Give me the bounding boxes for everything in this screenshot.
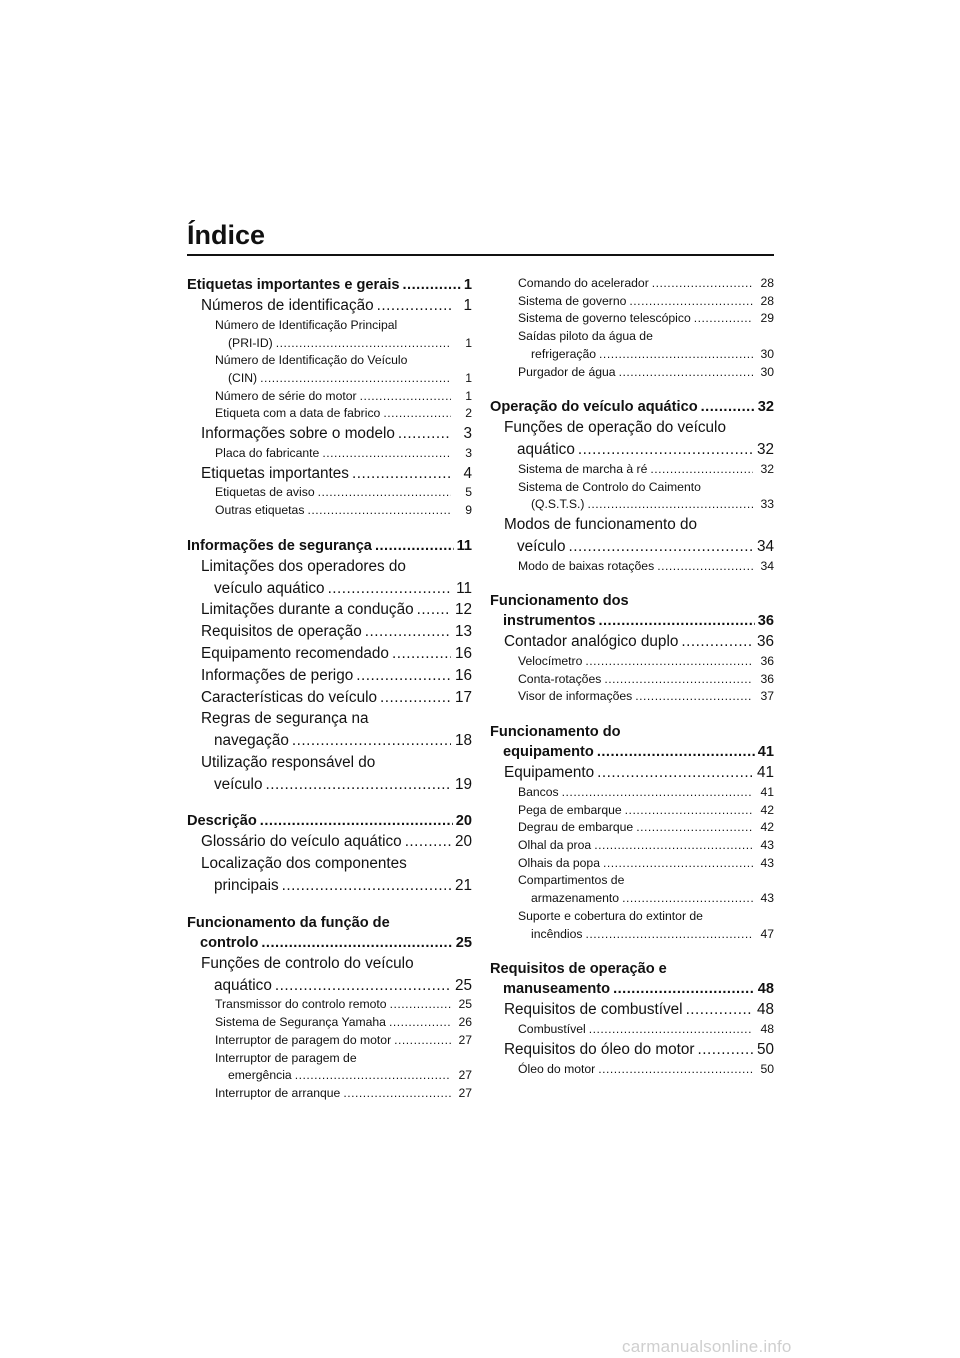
toc-page-number: 25 [455,934,472,951]
toc-page-number: 28 [760,276,774,290]
toc-entry-title: manuseamento [503,981,611,998]
toc-entry-title: veículo [517,537,566,555]
toc-entry-title: Funções de controlo do veículo [201,954,414,972]
toc-page-number: 25 [458,997,472,1012]
toc-entry-title: Velocímetro [518,654,583,669]
toc-entry[interactable] [504,417,774,461]
toc-entry-title: controlo [200,934,259,951]
toc-entry-title: Interruptor de arranque [215,1085,341,1100]
toc-entry-title: Sistema de marcha à ré [518,461,648,476]
toc-entry[interactable] [490,397,774,417]
toc-entry-title: emergência [228,1068,292,1083]
toc-entry-title: Número de série do motor [215,388,357,403]
toc-entry[interactable] [215,317,472,352]
toc-entry[interactable] [518,1061,774,1079]
toc-entry-title: Bancos [518,784,559,799]
toc-page-number: 12 [454,601,472,619]
toc-entry-title: Sistema de Segurança Yamaha [215,1015,386,1030]
toc-entry[interactable] [518,310,774,328]
toc-entry[interactable] [518,837,774,855]
toc-entry-title: Transmissor do controlo remoto [215,997,387,1012]
toc-entry[interactable] [518,1021,774,1039]
dot-leader [295,1067,451,1085]
dot-leader [377,295,451,317]
toc-entry-title: Placa do fabricante [215,445,320,460]
toc-entry[interactable] [504,999,774,1021]
toc-entry-title: Funcionamento do [490,724,621,741]
toc-entry[interactable] [201,423,472,445]
toc-entry-title: armazenamento [531,891,620,906]
dot-leader [328,578,451,600]
toc-entry[interactable] [518,364,774,382]
toc-page-number: 1 [465,370,472,385]
toc-page-number: 17 [454,688,472,706]
toc-page-number: 34 [760,558,774,573]
dot-leader [629,293,753,311]
toc-entry-title: principais [214,877,279,895]
toc-page-number: 3 [465,445,472,460]
toc-entry-title: Regras de segurança na [201,710,369,728]
toc-entry-title: Outras etiquetas [215,503,305,518]
dot-leader [652,275,753,293]
toc-entry-title: Localização dos componentes [201,855,407,873]
dot-leader [403,275,461,295]
toc-page-number: 50 [756,1040,774,1058]
toc-entry[interactable] [215,388,472,406]
toc-entry-title: Funções de operação do veículo [504,419,726,437]
toc-entry-title: Compartimentos de [518,873,625,888]
toc-page-number: 1 [463,277,472,293]
toc-entry[interactable] [201,831,472,853]
dot-leader [383,405,451,423]
toc-entry[interactable] [518,688,774,706]
toc-entry-title: Etiquetas de aviso [215,485,315,500]
dot-leader [265,774,451,796]
toc-entry[interactable] [187,811,472,831]
toc-entry-title: Purgador de água [518,364,616,379]
toc-entry[interactable] [215,996,472,1014]
toc-entry-title: (CIN) [228,370,258,385]
toc-entry[interactable] [518,328,774,363]
toc-entry-title: incêndios [531,926,583,941]
toc-entry-title: Descrição [187,813,257,830]
toc-entry[interactable] [518,275,774,293]
toc-page-number: 20 [455,813,472,830]
dot-leader [598,1061,753,1079]
toc-page-number: 32 [757,399,774,416]
toc-entry-title: Limitações dos operadores do [201,557,406,575]
toc-entry-title: Olhais da popa [518,855,600,870]
toc-page-number: 48 [756,1001,774,1019]
toc-page-number: 32 [760,461,774,476]
toc-page-number: 27 [458,1068,472,1083]
toc-page-number: 20 [454,833,472,851]
toc-entry[interactable] [201,708,472,752]
toc-entry[interactable] [215,1085,472,1103]
toc-entry[interactable] [518,855,774,873]
toc-page-number: 9 [465,503,472,518]
dot-leader [622,890,753,908]
toc-entry[interactable] [518,819,774,837]
dot-leader [694,310,753,328]
dot-leader [568,536,753,558]
toc-entry-title: (PRI-ID) [228,335,273,350]
dot-leader [292,730,451,752]
toc-entry[interactable] [490,591,774,631]
toc-page-number: 18 [454,732,472,750]
toc-entry-title: Requisitos de operação e [490,961,667,978]
watermark: carmanualsonline.info [622,1337,792,1356]
toc-page-number: 16 [454,666,472,684]
dot-leader [394,1032,451,1050]
toc-entry[interactable] [215,502,472,520]
dot-leader [597,742,755,762]
toc-page-number: 30 [760,346,774,361]
toc-page-number: 29 [760,311,774,326]
dot-leader [589,1021,753,1039]
dot-leader [417,599,451,621]
toc-entry-title: aquático [517,441,575,459]
toc-entry[interactable] [518,558,774,576]
toc-entry-title: veículo aquático [214,579,325,597]
toc-entry-title: Número de Identificação Principal [215,317,398,332]
dot-leader [619,364,753,382]
toc-entry-title: Utilização responsável do [201,753,376,771]
toc-entry-title: Suporte e cobertura do extintor de [518,908,703,923]
dot-leader [597,762,753,784]
toc-entry[interactable] [215,1014,472,1032]
toc-page-number: 27 [458,1032,472,1047]
toc-page-number: 36 [760,654,774,669]
toc-entry-title: Interruptor de paragem de [215,1050,357,1065]
dot-leader [599,346,753,364]
dot-leader [681,631,753,653]
toc-entry-title: Sistema de governo [518,293,627,308]
dot-leader [392,643,451,665]
toc-page-number: 41 [757,744,774,761]
dot-leader [686,999,753,1021]
toc-entry-title: Sistema de Controlo do Caimento [518,479,701,494]
toc-entry-title: Informações de segurança [187,537,372,554]
dot-leader [307,502,451,520]
dot-leader [604,671,753,689]
toc-left-column [187,275,472,1103]
toc-entry[interactable] [201,665,472,687]
toc-entry-title: Equipamento [504,764,595,782]
toc-page-number: 41 [760,784,774,799]
toc-entry-title: veículo [214,775,263,793]
toc-page-number: 19 [454,775,472,793]
toc-page-number: 36 [756,633,774,651]
toc-page-number: 1 [465,388,472,403]
toc-entry-title: Informações de perigo [201,666,354,684]
dot-leader [650,461,753,479]
toc-entry-title: Etiquetas importantes e gerais [187,277,400,293]
dot-leader [588,496,754,514]
toc-entry-title: Glossário do veículo aquático [201,833,402,851]
dot-leader [636,819,753,837]
toc-entry-title: Requisitos de operação [201,623,362,641]
toc-entry-title: Informações sobre o modelo [201,425,395,443]
dot-leader [586,926,754,944]
toc-entry-title: Combustível [518,1022,586,1037]
toc-page-number: 2 [465,406,472,421]
dot-leader [275,975,451,997]
toc-entry[interactable] [518,671,774,689]
toc-page-number: 33 [760,497,774,512]
toc-entry-title: Requisitos do óleo do motor [504,1040,695,1058]
toc-entry-title: Etiquetas importantes [201,464,349,482]
toc-entry[interactable] [504,514,774,558]
toc-entry[interactable] [215,1032,472,1050]
toc-entry[interactable] [518,784,774,802]
toc-entry[interactable] [518,802,774,820]
toc-entry[interactable] [518,479,774,514]
toc-entry-title: Modos de funcionamento do [504,515,698,533]
toc-page-number: 16 [454,644,472,662]
toc-entry[interactable] [215,405,472,423]
toc-entry-title: Operação do veículo aquático [490,399,698,416]
toc-page-number: 5 [465,485,472,500]
toc-page-number: 4 [463,464,472,482]
toc-page-number: 36 [757,613,774,630]
toc-entry-title: Pega de embarque [518,802,622,817]
toc-entry-title: Requisitos de combustível [504,1001,683,1019]
dot-leader [613,979,755,999]
toc-entry-title: Etiqueta com a data de fabrico [215,406,381,421]
dot-leader [360,388,451,406]
toc-page-number: 11 [456,579,472,597]
dot-leader [276,335,451,353]
toc-entry[interactable] [518,653,774,671]
toc-page-number: 21 [454,877,472,895]
toc-page-number: 30 [760,364,774,379]
dot-leader [625,802,753,820]
toc-entry-title: Interruptor de paragem do motor [215,1032,392,1047]
toc-entry[interactable] [504,1039,774,1061]
dot-leader [390,996,451,1014]
toc-entry[interactable] [518,293,774,311]
dot-leader [318,484,451,502]
title-divider [187,254,774,256]
toc-entry[interactable] [504,762,774,784]
toc-entry[interactable] [490,959,774,999]
toc-entry-title: Sistema de governo telescópico [518,311,691,326]
toc-entry[interactable] [201,687,472,709]
toc-entry-title: navegação [214,732,289,750]
toc-page-number: 42 [760,802,774,817]
toc-page-number: 42 [760,820,774,835]
toc-page-number: 43 [760,891,774,906]
dot-leader [562,784,753,802]
toc-entry[interactable] [201,295,472,317]
toc-entry[interactable] [201,463,472,485]
dot-leader [635,688,753,706]
toc-entry[interactable] [201,621,472,643]
toc-page-number: 47 [760,926,774,941]
toc-entry-title: equipamento [503,744,594,761]
toc-page-number: 11 [456,537,472,554]
toc-page-number: 32 [756,441,774,459]
toc-entry-title: Número de Identificação do Veículo [215,353,408,368]
dot-leader [603,855,753,873]
dot-leader [261,933,452,953]
dot-leader [697,1039,753,1061]
dot-leader [282,875,451,897]
page-title: Índice [187,220,266,250]
dot-leader [598,611,754,631]
toc-entry-title: Comando do acelerador [518,276,649,290]
toc-page-number: 1 [463,297,472,314]
toc-entry[interactable] [187,536,472,556]
toc-entry[interactable] [201,556,472,600]
toc-page-number: 43 [760,855,774,870]
toc-entry-title: Equipamento recomendado [201,644,389,662]
dot-leader [260,811,453,831]
toc-page-number: 48 [760,1022,774,1037]
toc-entry-title: Contador analógico duplo [504,633,679,651]
dot-leader [322,445,451,463]
toc-entry[interactable] [201,752,472,796]
toc-entry-title: refrigeração [531,346,597,361]
dot-leader [260,370,451,388]
toc-page-number: 25 [454,976,472,994]
toc-entry[interactable] [215,484,472,502]
dot-leader [594,837,753,855]
toc-entry-title: aquático [214,976,272,994]
toc-entry[interactable] [187,275,472,295]
toc-entry[interactable] [518,872,774,907]
toc-page-number: 3 [463,425,472,443]
toc-entry-title: instrumentos [503,613,596,630]
toc-entry-title: Degrau de embarque [518,820,634,835]
dot-leader [352,463,451,485]
toc-page-number: 26 [458,1015,472,1030]
toc-entry-title: Visor de informações [518,689,633,704]
toc-page-number: 13 [454,623,472,641]
toc-entry-title: Olhal da proa [518,838,592,853]
toc-entry-title: Números de identificação [201,297,374,314]
toc-right-column [490,275,774,1078]
toc-entry[interactable] [201,953,472,997]
toc-entry[interactable] [201,643,472,665]
toc-entry[interactable] [518,908,774,943]
dot-leader [356,665,451,687]
toc-page-number: 28 [760,293,774,308]
dot-leader [585,653,753,671]
dot-leader [657,558,753,576]
dot-leader [389,1014,451,1032]
toc-page-number: 48 [757,981,774,998]
toc-page-number: 37 [760,689,774,704]
toc-entry-title: Modo de baixas rotações [518,558,655,573]
toc-entry[interactable] [215,445,472,463]
toc-page-number: 41 [756,764,774,782]
dot-leader [398,423,451,445]
toc-entry[interactable] [490,722,774,762]
toc-entry[interactable] [215,1050,472,1085]
toc-entry[interactable] [201,853,472,897]
toc-page-number: 1 [465,335,472,350]
toc-entry[interactable] [215,352,472,387]
toc-entry-title: Saídas piloto da água de [518,329,653,344]
toc-entry-title: Óleo do motor [518,1061,596,1076]
toc-entry[interactable] [504,631,774,653]
toc-page-number: 50 [760,1061,774,1076]
toc-entry-title: (Q.S.T.S.) [531,497,585,512]
toc-page-number: 34 [756,537,774,555]
toc-entry[interactable] [201,599,472,621]
toc-entry-title: Funcionamento da função de [187,914,390,931]
dot-leader [365,621,451,643]
dot-leader [701,397,755,417]
dot-leader [578,439,753,461]
toc-entry-title: Funcionamento dos [490,593,629,610]
dot-leader [343,1085,451,1103]
toc-page-number: 36 [760,671,774,686]
toc-entry-title: Características do veículo [201,688,377,706]
toc-page-number: 27 [458,1085,472,1100]
dot-leader [375,536,454,556]
toc-entry-title: Conta-rotações [518,671,602,686]
dot-leader [405,831,451,853]
toc-entry[interactable] [187,913,472,953]
toc-entry[interactable] [518,461,774,479]
toc-page-number: 43 [760,838,774,853]
toc-entry-title: Limitações durante a condução [201,601,414,619]
dot-leader [380,687,451,709]
